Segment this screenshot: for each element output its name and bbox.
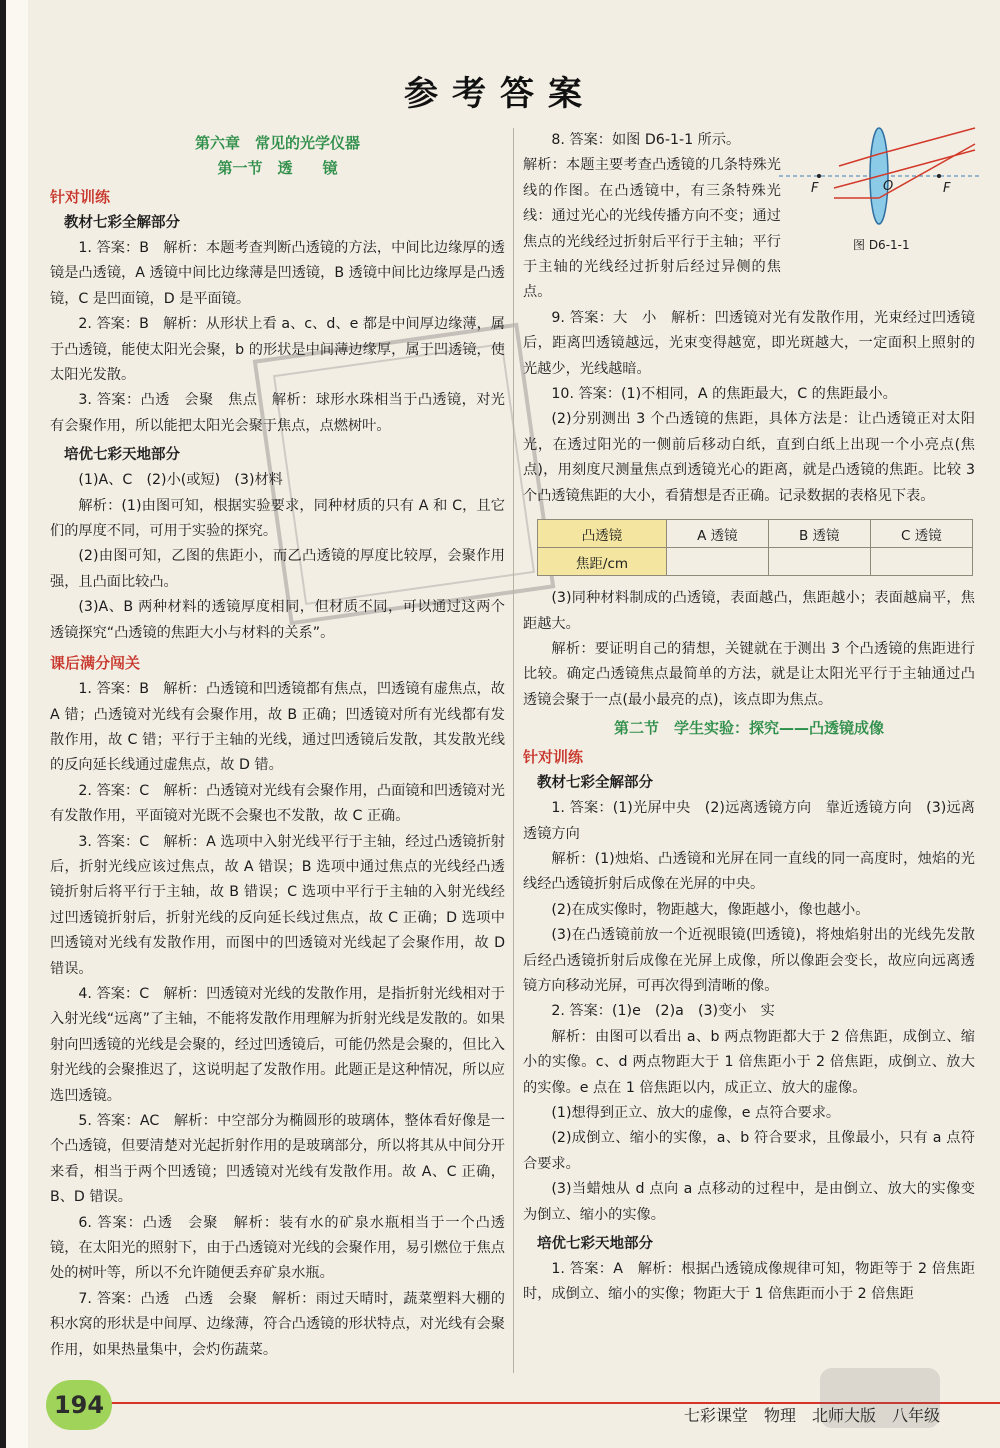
answer-paragraph: 10. 答案：(1)不相同，A 的焦距最大，C 的焦距最小。 xyxy=(551,386,897,403)
table-row-label: 焦距/cm xyxy=(538,548,667,576)
table-cell xyxy=(870,548,972,576)
section-title: 第一节 透 镜 xyxy=(217,159,338,177)
answer-paragraph: (2)分别测出 3 个凸透镜的焦距，具体方法是：让凸透镜正对太阳光，在透过阳光的一侧前后移动白纸，直到白纸上出现一个小亮点(焦点)，用刻度尺测量焦点到透镜光心的距离，就是凸透镜的焦距。比较 3 个凸透镜焦距的大小，看猜想是否正确。记录数据的表格见下表。 xyxy=(523,411,975,504)
footer-book-title: 七彩课堂 物理 北师大版 八年级 xyxy=(683,1406,940,1425)
answer-paragraph: (3)同种材料制成的凸透镜，表面越凸，焦距越小；表面越扁平，焦距越大。 xyxy=(523,590,975,632)
answer-paragraph: 2. 答案：B 解析：从形状上看 a、c、d、e 都是中间厚边缘薄，属于凸透镜，能使太阳光会聚，b 的形状是中间薄边缘厚，属于凹透镜，使太阳光发散。 xyxy=(50,316,505,384)
chapter-title: 第六章 常见的光学仪器 xyxy=(194,134,360,152)
table-header: A 透镜 xyxy=(666,520,768,548)
answer-paragraph: 9. 答案：大 小 解析：凹透镜对光有发散作用，光束经过凹透镜后，距离凹透镜越远，光束变得越宽，即光斑越大，一定面积上照射的光越少，光线越暗。 xyxy=(523,309,975,377)
left-column xyxy=(50,128,505,1363)
answer-paragraph: 解析：要证明自己的猜想，关键就在于测出 3 个凸透镜的焦距进行比较。确定凸透镜焦点最简单的方法，就是让太阳光平行于主轴通过凸透镜会聚于一点(最小最亮的点)，该点即为焦点。 xyxy=(523,640,975,708)
answer-paragraph: 3. 答案：凸透 会聚 焦点 解析：球形水珠相当于凸透镜，对光有会聚作用，所以能把太阳光会聚于焦点，点燃树叶。 xyxy=(50,392,505,434)
answer-paragraph: 5. 答案：AC 解析：中空部分为椭圆形的玻璃体，整体看好像是一个凸透镜，但要清楚对光起折射作用的是玻璃部分，所以将其从中间分开来看，相当于两个凹透镜；凹透镜对光线有发散作用。故 A、C 正确，B、D 错误。 xyxy=(50,1113,505,1206)
page-margin xyxy=(6,0,28,1448)
sub-textbook: 教材七彩全解部分 xyxy=(537,775,653,792)
answer-paragraph: 7. 答案：凸透 凸透 会聚 解析：雨过天晴时，蔬菜塑料大棚的积水窝的形状是中间厚、边缘薄，符合凸透镜的形状特点，对光线有会聚作用，如果热量集中，会灼伤蔬菜。 xyxy=(50,1290,505,1358)
right-column xyxy=(523,128,975,1308)
answer-paragraph: 8. 答案：如图 D6-1-1 所示。 xyxy=(551,132,741,148)
answer-paragraph: (3)A、B 两种材料的透镜厚度相同，但材质不同，可以通过这两个透镜探究“凸透镜的焦距大小与材料的关系”。 xyxy=(50,599,505,641)
page-title: 参考答案 xyxy=(404,74,596,114)
table-header: 凸透镜 xyxy=(538,520,667,548)
table-cell xyxy=(666,548,768,576)
table-header: C 透镜 xyxy=(870,520,972,548)
answer-paragraph: 6. 答案：凸透 会聚 解析：装有水的矿泉水瓶相当于一个凸透镜，在太阳光的照射下，由于凸透镜对光线的会聚作用，易引燃位于焦点处的树叶等，所以不允许随便丢弃矿泉水瓶。 xyxy=(50,1214,505,1282)
answer-paragraph: (2)由图可知，乙图的焦距小，而乙凸透镜的厚度比较厚，会聚作用强，且凸面比较凸。 xyxy=(50,548,505,590)
sub-peiyou: 培优七彩天地部分 xyxy=(537,1236,653,1253)
answer-paragraph: 2. 答案：(1)e (2)a (3)变小 实 xyxy=(551,1003,775,1020)
answer-paragraph: 解析：由图可以看出 a、b 两点物距都大于 2 倍焦距，成倒立、缩小的实像。c、d 两点物距大于 1 倍焦距小于 2 倍焦距，成倒立、放大的实像。e 点在 1 倍焦距以内，成正立、放大的虚像。 xyxy=(523,1028,975,1096)
section-title: 第二节 学生实验：探究——凸透镜成像 xyxy=(613,719,884,738)
sub-peiyou: 培优七彩天地部分 xyxy=(64,447,180,464)
answer-paragraph: 1. 答案：A 解析：根据凸透镜成像规律可知，物距等于 2 倍焦距时，成倒立、缩小的实像；物距大于 1 倍焦距而小于 2 倍焦距 xyxy=(523,1261,975,1303)
figure-caption: 图 D6-1-1 xyxy=(853,238,910,252)
answer-paragraph: 1. 答案：(1)光屏中央 (2)远离透镜方向 靠近透镜方向 (3)远离透镜方向 xyxy=(523,800,975,842)
sub-textbook: 教材七彩全解部分 xyxy=(64,215,180,231)
answer-paragraph: 解析：(1)烛焰、凸透镜和光屏在同一直线的同一高度时，烛焰的光线经凸透镜折射后成像在光屏的中央。 xyxy=(523,850,975,893)
answer-paragraph: 1. 答案：B 解析：本题考查判断凸透镜的方法，中间比边缘厚的透镜是凸透镜，A 透镜中间比边缘薄是凹透镜，B 透镜中间比边缘厚是凸透镜，C 是凹面镜，D 是平面镜。 xyxy=(50,240,505,307)
answer-paragraph: 1. 答案：B 解析：凸透镜和凹透镜都有焦点，凹透镜有虚焦点，故 A 错；凸透镜对光线有会聚作用，故 B 正确；凹透镜对所有光线都有发散作用，故 C 错；平行于主轴的光线，通过凹透镜后发散，其发散光线的反向延长线通过虚焦点，故 D 错。 xyxy=(50,681,505,774)
label-training: 针对训练 xyxy=(523,748,584,767)
answer-paragraph: 解析：本题主要考查凸透镜的几条特殊光线的作图。在凸透镜中，有三条特殊光线：通过光心的光线传播方向不变；通过焦点的光线经过折射后平行于主轴；平行于主轴的光线经过折射后经过异侧的焦点。 xyxy=(523,157,781,301)
answer-paragraph: (2)成倒立、缩小的实像，a、b 符合要求，且像最小，只有 a 点符合要求。 xyxy=(523,1130,975,1172)
answer-paragraph: 解析：(1)由图可知，根据实验要求，同种材质的只有 A 和 C，且它们的厚度不同，可用于实验的探究。 xyxy=(50,497,505,540)
focal-length-table xyxy=(537,519,973,576)
answer-paragraph: 3. 答案：C 解析：A 选项中入射光线平行于主轴，经过凸透镜折射后，折射光线应该过焦点，故 A 错误；B 选项中通过焦点的光线经凸透镜折射后将平行于主轴，故 B 错误；C 选项中平行于主轴的入射光线经过凹透镜折射后，折射光线的反向延长线过焦点，故 C 正确；D 选项中凹透镜对光线有发散作用，而图中的凹透镜对光线起了会聚作用，故 D 错误。 xyxy=(50,833,505,977)
answer-paragraph: (2)在成实像时，物距越大，像距越小，像也越小。 xyxy=(551,901,870,918)
answer-paragraph: 2. 答案：C 解析：凸透镜对光线有会聚作用，凸面镜和凹透镜对光有发散作用，平面镜对光既不会聚也不发散，故 C 正确。 xyxy=(50,782,505,825)
optical-center: O xyxy=(883,179,894,194)
table-cell xyxy=(768,548,870,576)
table-header: B 透镜 xyxy=(768,520,870,548)
column-divider xyxy=(513,128,514,1373)
label-after-class: 课后满分闯关 xyxy=(50,654,141,673)
answer-paragraph: 4. 答案：C 解析：凹透镜对光线的发散作用，是指折射光线相对于入射光线“远离”了主轴，不能将发散作用理解为折射光线是发散的。如果射向凹透镜的光线是会聚的，经过凹透镜后，可能仍然是会聚的，但比入射光线的会聚推迟了，这说明起了发散作用。此题正是这种情况，所以应选凹透镜。 xyxy=(50,985,505,1104)
answer-paragraph: (1)想得到正立、放大的虚像，e 点符合要求。 xyxy=(551,1105,841,1121)
page-number: 194 xyxy=(46,1380,112,1430)
focal-point-right: F xyxy=(943,181,951,196)
focal-point-left: F xyxy=(811,181,819,196)
label-training: 针对训练 xyxy=(50,188,111,206)
answer-paragraph: (3)在凸透镜前放一个近视眼镜(凹透镜)，将烛焰射出的光线先发散后经凸透镜折射后成像在光屏上成像，所以像距会变长，故应向远离透镜方向移动光屏，可再次得到清晰的像。 xyxy=(523,927,975,994)
answer-paragraph: (3)当蜡烛从 d 点向 a 点移动的过程中，是由倒立、放大的实像变为倒立、缩小的实像。 xyxy=(523,1181,975,1223)
answer-paragraph: (1)A、C (2)小(或短) (3)材料 xyxy=(78,472,283,489)
